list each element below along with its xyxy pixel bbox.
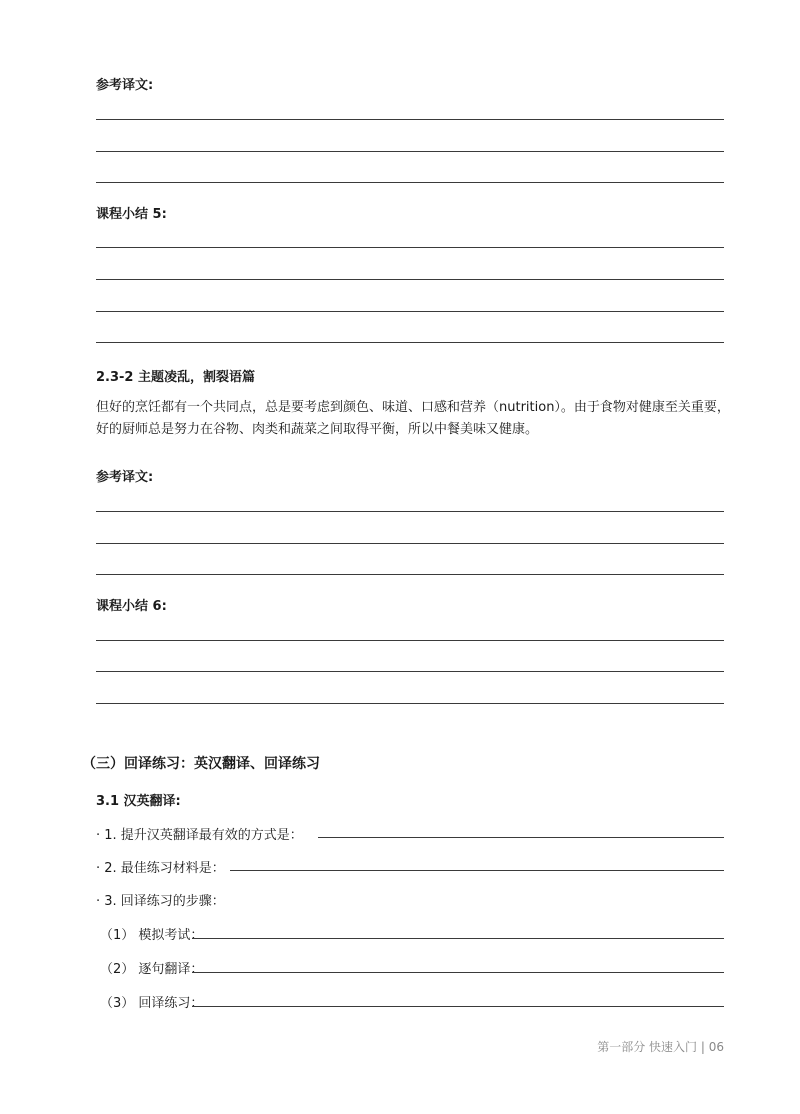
course-summary-label: 课程小结 6: xyxy=(96,599,167,614)
reference-translation-label: 参考译文: xyxy=(96,470,154,485)
course-summary-label: 课程小结 5: xyxy=(96,207,167,222)
answer-line xyxy=(96,279,724,280)
step-label: （1） 模拟考试： xyxy=(100,928,204,943)
question-label: · 1. 提升汉英翻译最有效的方式是： xyxy=(96,828,303,843)
answer-line xyxy=(230,870,724,871)
page-footer: 第一部分 快速入门 | 06 xyxy=(597,1040,724,1054)
answer-line xyxy=(96,311,724,312)
answer-line xyxy=(192,1006,724,1007)
answer-line xyxy=(96,247,724,248)
answer-line xyxy=(96,671,724,672)
answer-line xyxy=(96,151,724,152)
paragraph-line: 好的厨师总是努力在谷物、肉类和蔬菜之间取得平衡，所以中餐美味又健康。 xyxy=(96,422,539,437)
sub-heading: 3.1 汉英翻译: xyxy=(96,794,181,809)
answer-line xyxy=(192,972,724,973)
answer-line xyxy=(96,703,724,704)
step-label: （2） 逐句翻译： xyxy=(100,962,204,977)
answer-line xyxy=(318,837,724,838)
section-heading: 2.3-2 主题凌乱，割裂语篇 xyxy=(96,370,255,385)
answer-line xyxy=(96,342,724,343)
reference-translation-label: 参考译文: xyxy=(96,78,154,93)
paragraph-line: 但好的烹饪都有一个共同点，总是要考虑到颜色、味道、口感和营养（nutrition）。由于食物对健康至关重要， xyxy=(96,400,730,415)
answer-line xyxy=(96,574,724,575)
question-label: · 3. 回译练习的步骤： xyxy=(96,894,225,909)
answer-line xyxy=(192,938,724,939)
answer-line xyxy=(96,182,724,183)
step-label: （3） 回译练习： xyxy=(100,996,204,1011)
answer-line xyxy=(96,119,724,120)
answer-line xyxy=(96,543,724,544)
answer-line xyxy=(96,640,724,641)
answer-line xyxy=(96,511,724,512)
question-label: · 2. 最佳练习材料是： xyxy=(96,861,225,876)
section-heading: （三）回译练习：英汉翻译、回译练习 xyxy=(82,756,320,772)
